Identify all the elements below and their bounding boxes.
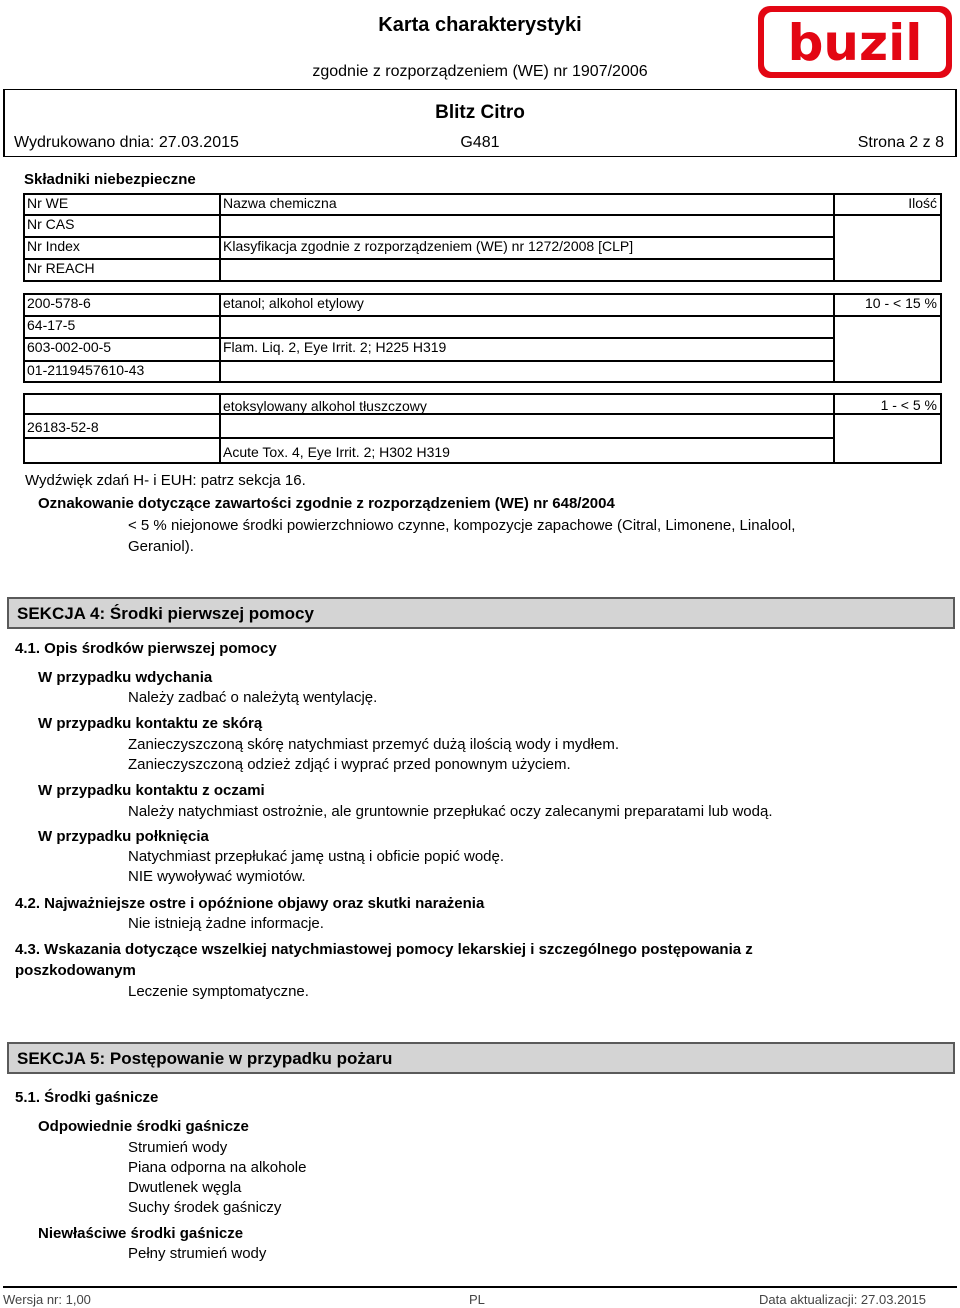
version-number: Wersja nr: 1,00 [3,1292,91,1307]
s43-heading-line-1: 4.3. Wskazania dotyczące wszelkiej natychmiastowej pomocy lekarskiej i szczególnego postępowania z [15,941,753,958]
footer-divider [3,1286,957,1288]
section-4-header: SEKCJA 4: Środki pierwszej pomocy [7,597,955,629]
row1-we: 200-578-6 [27,295,91,311]
s42-heading: 4.2. Najważniejsze ostre i opóźnione objawy oraz skutki narażenia [15,895,485,912]
col-chemical-name: Nazwa chemiczna [223,195,337,211]
language-code: PL [469,1292,485,1307]
eye-text: Należy natychmiast ostrożnie, ale gruntownie przepłukać oczy zalecanymi preparatami lub wodą. [128,803,773,820]
row1-name: etanol; alkohol etylowy [223,295,364,311]
regulation-subtitle: zgodnie z rozporządzeniem (WE) nr 1907/2006 [312,63,648,80]
svg-text:buzil: buzil [787,14,923,72]
unsuitable-media-item: Pełny strumień wody [128,1245,267,1262]
row2-amount: 1 - < 5 % [880,397,937,413]
col-amount: Ilość [908,195,937,211]
col-nr-we: Nr WE [27,195,69,211]
suitable-media-item: Strumień wody [128,1139,228,1156]
ingestion-text-1: Natychmiast przepłukać jamę ustną i obficie popić wodę. [128,848,505,865]
inhalation-text: Należy zadbać o należytą wentylację. [128,689,378,706]
s43-text: Leczenie symptomatyczne. [128,983,309,1000]
ingestion-heading: W przypadku połknięcia [38,828,209,845]
suitable-media-item: Dwutlenek węgla [128,1179,242,1196]
row1-index: 603-002-00-5 [27,339,112,355]
s41-heading: 4.1. Opis środków pierwszej pomocy [15,640,277,657]
row1-amount: 10 - < 15 % [865,295,937,311]
row1-classification: Flam. Liq. 2, Eye Irrit. 2; H225 H319 [223,339,447,355]
product-code: G481 [460,134,500,151]
skin-text-1: Zanieczyszczoną skórę natychmiast przemyć dużą ilością wody i mydłem. [128,736,620,753]
s43-heading-line-2: poszkodowanym [15,962,136,979]
suitable-media-heading: Odpowiednie środki gaśnicze [38,1118,249,1135]
labelling-heading: Oznakowanie dotyczące zawartości zgodnie z rozporządzeniem (WE) nr 648/2004 [38,495,615,512]
eye-heading: W przypadku kontaktu z oczami [38,782,265,799]
s42-text: Nie istnieją żadne informacje. [128,915,324,932]
document-title: Karta charakterystyki [378,14,582,36]
section-5-header: SEKCJA 5: Postępowanie w przypadku pożaru [7,1042,955,1074]
col-nr-reach: Nr REACH [27,260,95,276]
col-classification: Klasyfikacja zgodnie z rozporządzeniem (WE) nr 1272/2008 [CLP] [223,238,634,254]
product-name: Blitz Citro [435,102,525,123]
skin-heading: W przypadku kontaktu ze skórą [38,715,263,732]
print-date: Wydrukowano dnia: 27.03.2015 [14,134,239,151]
row2-cas: 26183-52-8 [27,419,99,435]
update-date: Data aktualizacji: 27.03.2015 [759,1292,926,1307]
row2-name: etoksylowany alkohol tłuszczowy [223,398,427,414]
skin-text-2: Zanieczyszczoną odzież zdjąć i wyprać przed ponownym użyciem. [128,756,571,773]
row2-classification: Acute Tox. 4, Eye Irrit. 2; H302 H319 [223,444,450,460]
page-number: Strona 2 z 8 [857,134,944,151]
row1-cas: 64-17-5 [27,317,76,333]
labelling-line-2: Geraniol). [128,538,194,555]
suitable-media-item: Suchy środek gaśniczy [128,1199,282,1216]
row1-reach: 01-2119457610-43 [27,362,145,378]
col-nr-index: Nr Index [27,238,80,254]
labelling-line-1: < 5 % niejonowe środki powierzchniowo czynne, kompozycje zapachowe (Citral, Limonene, Linalool, [128,517,796,534]
ingestion-text-2: NIE wywoływać wymiotów. [128,868,306,885]
hazardous-ingredients-heading: Składniki niebezpieczne [24,171,196,188]
h-statements-note: Wydźwięk zdań H- i EUH: patrz sekcja 16. [25,472,306,489]
inhalation-heading: W przypadku wdychania [38,669,213,686]
col-nr-cas: Nr CAS [27,216,75,232]
buzil-logo [756,4,954,80]
suitable-media-item: Piana odporna na alkohole [128,1159,307,1176]
unsuitable-media-heading: Niewłaściwe środki gaśnicze [38,1225,244,1242]
s51-heading: 5.1. Środki gaśnicze [15,1089,159,1106]
